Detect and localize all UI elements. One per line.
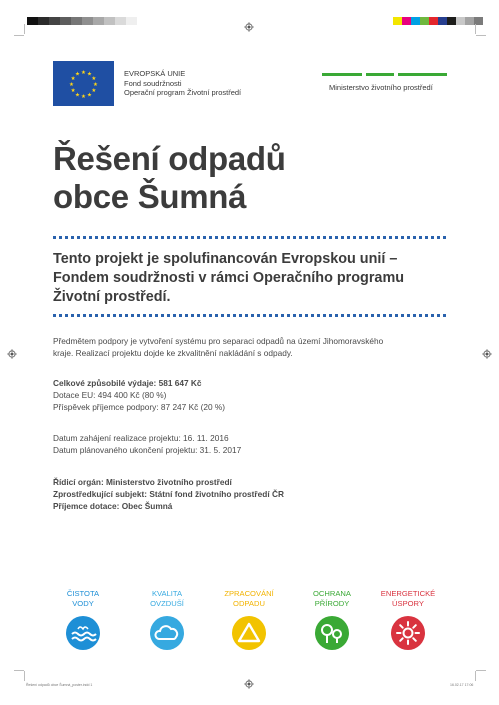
eu-subsidy: Dotace EU: 494 400 Kč (80 %) [53, 390, 167, 400]
eu-name: EVROPSKÁ UNIE [124, 69, 186, 78]
color-swatch [429, 17, 438, 25]
eu-flag-icon [53, 61, 114, 106]
cofinancing-line-2: Fondem soudržnosti v rámci Operačního programu [53, 270, 405, 286]
icon-label-line-1: OCHRANA [313, 589, 351, 598]
crop-mark [475, 24, 476, 34]
svg-text:★: ★ [70, 88, 76, 94]
icon-label-line-1: KVALITA [151, 589, 183, 598]
title-line-1: Řešení odpadů [53, 140, 286, 177]
registration-mark-icon [482, 349, 492, 359]
ministry-logo-bar [322, 73, 447, 76]
svg-text:★: ★ [87, 92, 92, 99]
eu-logo-text [124, 69, 241, 98]
greyscale-swatch [60, 17, 71, 25]
svg-text:★: ★ [81, 94, 86, 100]
icon-air-quality [132, 589, 202, 650]
svg-text:★: ★ [69, 82, 74, 88]
eu-fund: Fond soudržnosti [124, 78, 182, 88]
icon-label-line-1: ZPRACOVÁNÍ [224, 589, 274, 598]
icon-label-line-2: ODPADU [233, 598, 265, 608]
crop-mark [475, 671, 476, 681]
color-swatch [465, 17, 474, 25]
recipient-contribution: Příspěvek příjemce podpory: 87 247 Kč (20 %) [53, 402, 226, 412]
tree-icon [315, 616, 349, 650]
page-title [53, 140, 286, 216]
cofinancing-statement [53, 250, 404, 307]
cofinancing-line-3: Životní prostředí. [53, 289, 171, 305]
color-swatch [402, 17, 411, 25]
managing-authority: Řídicí orgán: Ministerstvo životního prostředí [53, 477, 232, 487]
svg-text:★: ★ [93, 82, 98, 88]
registration-mark-icon [7, 349, 17, 359]
greyscale-swatch [49, 17, 60, 25]
svg-text:★: ★ [87, 71, 92, 78]
color-calibration-bar [393, 17, 483, 25]
dotted-divider [53, 236, 446, 239]
greyscale-calibration-bar [27, 17, 137, 25]
icon-label-line-2: VODY [72, 598, 94, 608]
water-icon [66, 616, 100, 650]
svg-text:★: ★ [91, 76, 97, 82]
subsidy-recipient: Příjemce dotace: Obec Šumná [53, 501, 173, 511]
title-line-2: obce Šumná [53, 178, 247, 215]
icon-label-line-1: ENERGETICKÉ [380, 589, 436, 598]
color-swatch [420, 17, 429, 25]
crop-mark [14, 35, 24, 36]
dates-block [53, 432, 241, 456]
color-swatch [411, 17, 420, 25]
description-line-2: kraje. Realizací projektu dojde ke zkvalitnění nakládání s odpady. [53, 348, 293, 358]
registration-mark-icon [244, 22, 254, 32]
color-swatch [456, 17, 465, 25]
registration-mark-icon [244, 679, 254, 689]
file-slug: Řešení odpadů obce Šumná_poster.indd 1 [26, 683, 93, 687]
dotted-divider [53, 314, 446, 317]
eu-programme: Operační program Životní prostředí [124, 88, 242, 98]
icon-water-quality [48, 589, 118, 650]
cloud-icon [150, 616, 184, 650]
greyscale-swatch [71, 17, 82, 25]
color-swatch [438, 17, 447, 25]
bodies-block [53, 476, 284, 512]
end-date: Datum plánovaného ukončení projektu: 31. 5. 2017 [53, 445, 242, 455]
icon-waste-processing [214, 589, 284, 650]
greyscale-swatch [104, 17, 115, 25]
sun-icon [391, 616, 425, 650]
svg-text:★: ★ [70, 76, 76, 82]
print-timestamp: 16.02.17 17:06 [450, 683, 474, 687]
color-swatch [393, 17, 402, 25]
svg-text:★: ★ [75, 71, 80, 78]
intermediary-body: Zprostředkující subjekt: Státní fond životního prostředí ČR [53, 489, 284, 499]
icon-label-line-2: PŘÍRODY [314, 598, 350, 608]
greyscale-swatch [93, 17, 104, 25]
greyscale-swatch [38, 17, 49, 25]
crop-mark [24, 24, 25, 34]
svg-text:★: ★ [91, 88, 97, 94]
crop-mark [24, 671, 25, 681]
start-date: Datum zahájení realizace projektu: 16. 11. 2016 [53, 433, 229, 443]
triangle-icon [232, 616, 266, 650]
crop-mark [476, 670, 486, 671]
icon-label-line-2: ÚSPORY [392, 598, 424, 608]
color-swatch [447, 17, 456, 25]
finance-block [53, 377, 225, 413]
greyscale-swatch [27, 17, 38, 25]
cofinancing-line-1: Tento projekt je spolufinancován Evropskou unií – [53, 251, 398, 267]
icon-label-line-1: ČISTOTA [66, 589, 100, 598]
greyscale-swatch [126, 17, 137, 25]
icon-label-line-2: OVZDUŠÍ [150, 598, 184, 608]
project-description [53, 335, 383, 359]
ministry-name: Ministerstvo životního prostředí [329, 83, 433, 92]
icon-energy-savings [373, 589, 443, 650]
greyscale-swatch [115, 17, 126, 25]
crop-mark [476, 35, 486, 36]
description-line-1: Předmětem podpory je vytvoření systému pro separaci odpadů na území Jihomoravského [53, 336, 384, 346]
greyscale-swatch [82, 17, 93, 25]
icon-nature-protection [297, 589, 367, 650]
total-costs: Celkové způsobilé výdaje: 581 647 Kč [53, 378, 202, 388]
svg-text:★: ★ [81, 70, 86, 76]
crop-mark [14, 670, 24, 671]
svg-text:★: ★ [75, 92, 80, 99]
